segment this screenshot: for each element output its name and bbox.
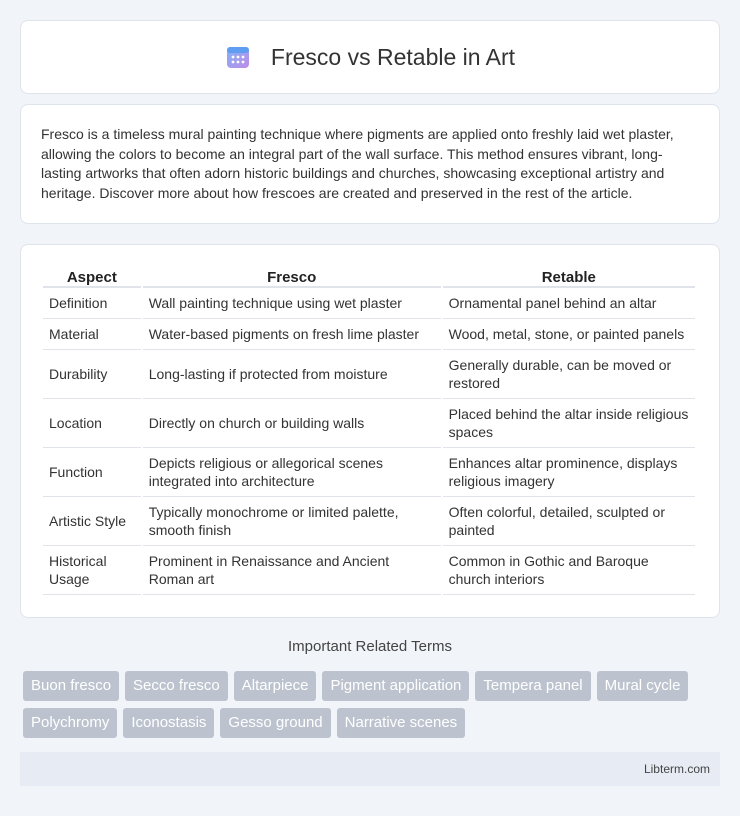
row-fresco: Depicts religious or allegorical scenes integrated into architecture [143,448,441,497]
header-retable: Retable [443,265,695,288]
row-fresco: Typically monochrome or limited palette, smooth finish [143,497,441,546]
tag-tempera-panel[interactable]: Tempera panel [475,671,590,701]
comparison-table-card [20,244,720,618]
row-fresco: Long-lasting if protected from moisture [143,350,441,399]
tag-altarpiece[interactable]: Altarpiece [234,671,317,701]
related-terms-title: Important Related Terms [288,638,452,655]
footer-site-link[interactable]: Libterm.com [643,762,710,776]
table-row [43,288,695,319]
row-fresco: Water-based pigments on fresh lime plaster [143,319,441,350]
row-retable: Generally durable, can be moved or restored [443,350,695,399]
table-row [43,350,695,399]
intro-text: Fresco is a timeless mural painting technique where pigments are applied onto freshly laid wet plaster, allowing the colors to become an integral part of the wall surface. This method ensures vibrant, long-lasting artworks that often adorn historic buildings and churches, showcasing exceptional artistry and heritage. Discover more about how frescoes are created and preserved in the rest of the article. [41,126,674,201]
related-terms-tags [23,671,723,738]
header-card [20,20,720,94]
comparison-table [41,265,697,595]
row-retable: Ornamental panel behind an altar [443,288,695,319]
row-aspect: Durability [43,350,141,399]
row-retable: Often colorful, detailed, sculpted or painted [443,497,695,546]
table-row [43,399,695,448]
row-fresco: Prominent in Renaissance and Ancient Roman art [143,546,441,595]
table-row [43,448,695,497]
row-fresco: Directly on church or building walls [143,399,441,448]
header-aspect: Aspect [43,265,141,288]
footer [20,752,720,786]
calendar-grid-icon [225,44,251,70]
tag-secco-fresco[interactable]: Secco fresco [125,671,228,701]
tag-pigment-application[interactable]: Pigment application [322,671,469,701]
tag-mural-cycle[interactable]: Mural cycle [597,671,689,701]
row-retable: Wood, metal, stone, or painted panels [443,319,695,350]
row-retable: Placed behind the altar inside religious spaces [443,399,695,448]
row-aspect: Location [43,399,141,448]
tag-iconostasis[interactable]: Iconostasis [123,708,214,738]
row-fresco: Wall painting technique using wet plaster [143,288,441,319]
tag-buon-fresco[interactable]: Buon fresco [23,671,119,701]
tag-gesso-ground[interactable]: Gesso ground [220,708,330,738]
row-retable: Enhances altar prominence, displays religious imagery [443,448,695,497]
table-header-row [43,265,695,288]
page-title: Fresco vs Retable in Art [270,43,516,70]
tag-narrative-scenes[interactable]: Narrative scenes [337,708,466,738]
table-row [43,497,695,546]
row-aspect: Artistic Style [43,497,141,546]
intro-card [20,104,720,224]
row-aspect: Function [43,448,141,497]
table-row [43,546,695,595]
tag-polychromy[interactable]: Polychromy [23,708,117,738]
row-aspect: Historical Usage [43,546,141,595]
row-aspect: Material [43,319,141,350]
header-fresco: Fresco [143,265,441,288]
table-row [43,319,695,350]
row-retable: Common in Gothic and Baroque church interiors [443,546,695,595]
row-aspect: Definition [43,288,141,319]
